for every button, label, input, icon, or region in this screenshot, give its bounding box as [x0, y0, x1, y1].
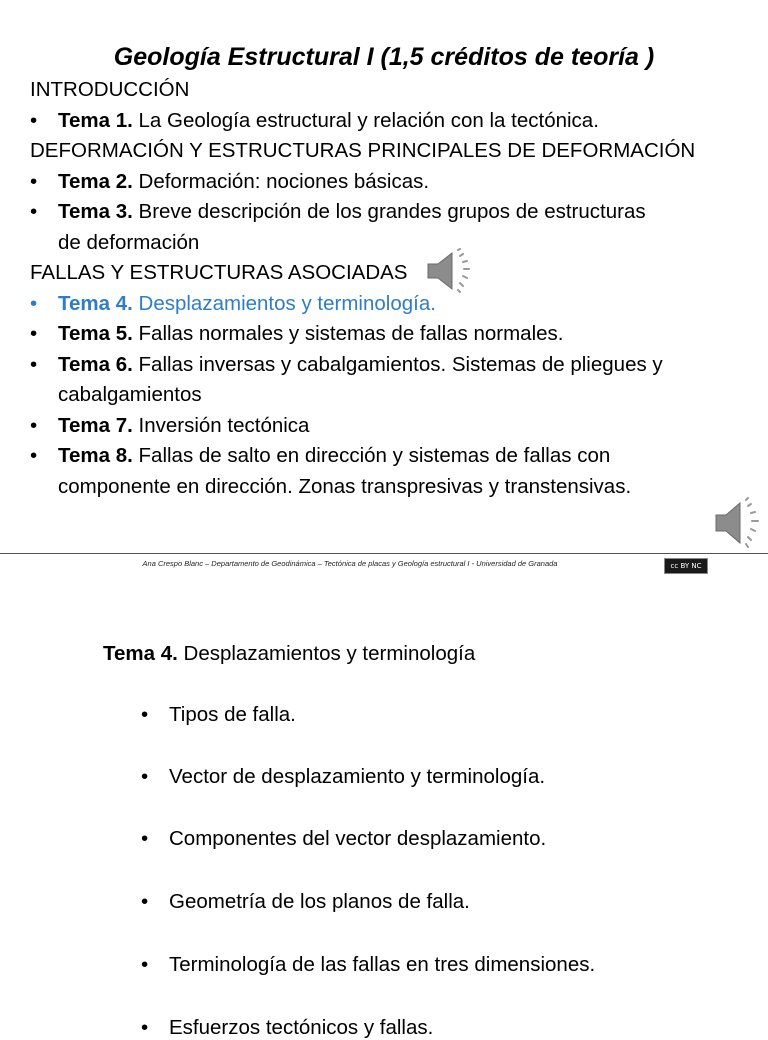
subitem-text: Vector de desplazamiento y terminología.	[169, 765, 546, 788]
topic-number: Tema 7.	[58, 413, 133, 437]
outline-item	[30, 441, 750, 472]
outline-list	[30, 75, 750, 502]
topic-heading	[103, 642, 475, 666]
bullet-icon: •	[30, 413, 38, 437]
section-heading	[30, 258, 750, 289]
subitem-text: Terminología de las fallas en tres dimensiones.	[169, 953, 596, 976]
subitem-text: Tipos de falla.	[169, 703, 296, 726]
topic-subitem	[141, 827, 546, 851]
line-text: FALLAS Y ESTRUCTURAS ASOCIADAS	[30, 261, 408, 284]
bullet-icon: •	[141, 703, 149, 726]
bullet-icon: •	[141, 953, 149, 976]
subitem-text: Componentes del vector desplazamiento.	[169, 827, 547, 850]
line-text: de deformación	[58, 230, 200, 254]
outline-item	[30, 167, 750, 198]
topic-heading-bold: Tema 4.	[103, 642, 178, 665]
section-heading	[30, 75, 750, 106]
topic-subitem	[141, 1016, 433, 1040]
outline-item	[30, 197, 750, 228]
line-text: La Geología estructural y relación con la tectónica.	[132, 108, 599, 132]
outline-item	[30, 411, 750, 442]
bullet-icon: •	[30, 322, 38, 345]
bullet-icon: •	[30, 108, 38, 132]
line-text: Fallas normales y sistemas de fallas normales.	[132, 322, 564, 345]
bullet-icon: •	[30, 291, 38, 315]
section-heading	[30, 136, 750, 167]
bullet-icon: •	[141, 827, 149, 850]
line-text: componente en dirección. Zonas transpresivas y transtensivas.	[58, 474, 632, 498]
slide-title: Geología Estructural I (1,5 créditos de teoría )	[113, 43, 655, 71]
line-text: Deformación: nociones básicas.	[132, 169, 430, 193]
topic-number: Tema 3.	[58, 200, 133, 223]
line-text: Breve descripción de los grandes grupos de estructuras	[132, 200, 646, 223]
bullet-icon: •	[30, 200, 38, 223]
outline-item-continuation	[30, 380, 750, 411]
outline-item	[30, 289, 750, 320]
line-text: Desplazamientos y terminología.	[132, 291, 436, 315]
topic-number: Tema 1.	[58, 108, 133, 132]
topic-subitem	[141, 953, 595, 977]
creative-commons-badge	[664, 558, 708, 574]
subitem-text: Esfuerzos tectónicos y fallas.	[169, 1016, 434, 1039]
outline-item	[30, 350, 750, 381]
line-text: DEFORMACIÓN Y ESTRUCTURAS PRINCIPALES DE DEFORMACIÓN	[30, 139, 696, 162]
bullet-icon: •	[141, 890, 149, 913]
topic-subitem	[141, 703, 296, 727]
bullet-icon: •	[30, 444, 38, 467]
topic-number: Tema 5.	[58, 322, 133, 345]
topic-heading-text: Desplazamientos y terminología	[177, 642, 476, 665]
outline-item-continuation	[30, 228, 750, 259]
topic-number: Tema 2.	[58, 169, 133, 193]
bullet-icon: •	[141, 765, 149, 788]
outline-item	[30, 319, 750, 350]
topic-number: Tema 4.	[58, 291, 133, 315]
speaker-icon[interactable]	[712, 497, 768, 549]
bullet-icon: •	[30, 169, 38, 193]
topic-subitem	[141, 765, 545, 789]
slide-footer: Ana Crespo Blanc – Departamento de Geodinámica – Tectónica de placas y Geología estructural I - Universidad de Granada	[142, 559, 558, 568]
license-badge-label: cc BY NC	[670, 562, 702, 570]
line-text: Fallas de salto en dirección y sistemas de fallas con	[132, 444, 611, 467]
line-text: INTRODUCCIÓN	[30, 78, 190, 101]
outline-item-continuation	[30, 472, 750, 503]
subitem-text: Geometría de los planos de falla.	[169, 890, 470, 913]
line-text: Fallas inversas y cabalgamientos. Sistemas de pliegues y	[132, 352, 663, 376]
bullet-icon: •	[30, 352, 38, 376]
bullet-icon: •	[141, 1016, 149, 1039]
speaker-icon[interactable]	[424, 248, 480, 294]
topic-number: Tema 8.	[58, 444, 133, 467]
line-text: cabalgamientos	[58, 383, 202, 406]
topic-subitem	[141, 890, 470, 914]
topic-number: Tema 6.	[58, 352, 133, 376]
line-text: Inversión tectónica	[132, 413, 310, 437]
outline-item	[30, 106, 750, 137]
slide-divider	[0, 553, 768, 554]
slide-topic-4	[0, 575, 768, 1039]
